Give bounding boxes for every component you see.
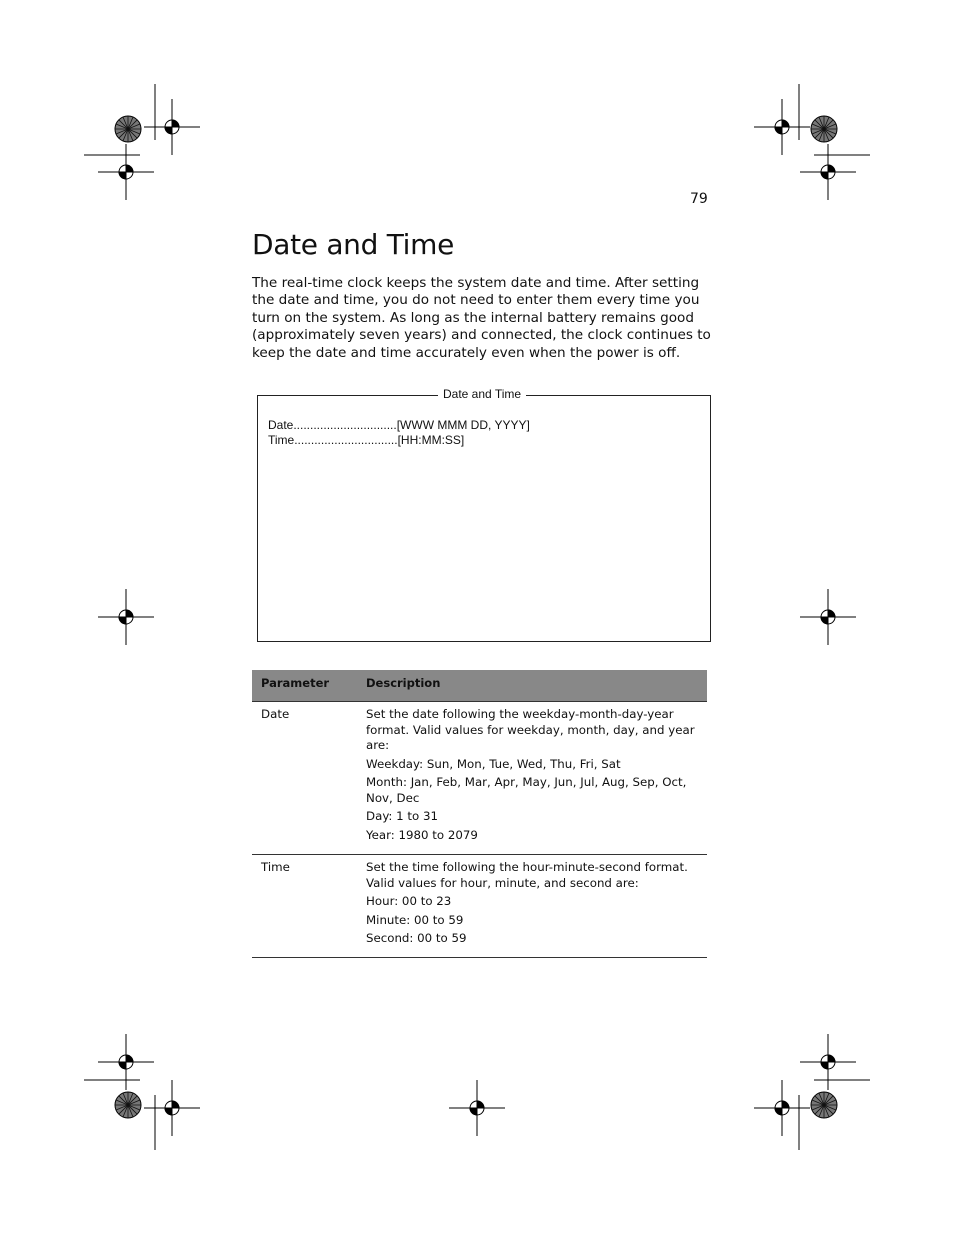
day-values: Day: 1 to 31 bbox=[366, 809, 439, 823]
bios-screen-panel bbox=[257, 387, 711, 642]
bios-date-line: Date...............................[WWW MMM DD, YYYY] bbox=[268, 418, 530, 432]
description-text: Set the date following the weekday-month-day-year format. Valid values for weekday, month, day, and year are: bbox=[366, 707, 695, 752]
parameter-cell: Date bbox=[261, 707, 290, 721]
weekday-values: Weekday: Sun, Mon, Tue, Wed, Thu, Fri, Sat bbox=[366, 756, 621, 771]
trim-lines-top bbox=[84, 84, 870, 155]
year-values: Year: 1980 to 2079 bbox=[366, 827, 478, 842]
parameter-table-header bbox=[252, 670, 707, 702]
bios-time-line: Time...............................[HH:MM:SS] bbox=[268, 433, 465, 447]
page-title: Date and Time bbox=[252, 228, 455, 261]
description-text: Set the time following the hour-minute-second format. Valid values for hour, minute, and second are: bbox=[366, 860, 688, 890]
header-description: Description bbox=[366, 676, 441, 690]
parameter-cell: Time bbox=[261, 860, 290, 874]
page-number: 79 bbox=[690, 191, 708, 207]
header-parameter: Parameter bbox=[261, 676, 330, 690]
table-row-time bbox=[252, 855, 707, 958]
bios-screen-lines bbox=[268, 418, 530, 448]
description-cell bbox=[366, 707, 698, 846]
bios-screen-legend: Date and Time bbox=[438, 387, 526, 401]
hour-values: Hour: 00 to 23 bbox=[366, 894, 452, 908]
description-cell bbox=[366, 860, 698, 950]
table-row-date bbox=[252, 702, 707, 855]
minute-values: Minute: 00 to 59 bbox=[366, 912, 464, 927]
intro-paragraph: The real-time clock keeps the system date and time. After setting the date and time, you do not need to enter them every time you turn on the system. As long as the internal battery remains good (approximately seven years) and connected, the clock continues to keep the date and time accurately even when the power is off. bbox=[252, 275, 711, 361]
second-values: Second: 00 to 59 bbox=[366, 931, 467, 945]
month-values: Month: Jan, Feb, Mar, Apr, May, Jun, Jul, Aug, Sep, Oct, Nov, Dec bbox=[366, 775, 687, 805]
